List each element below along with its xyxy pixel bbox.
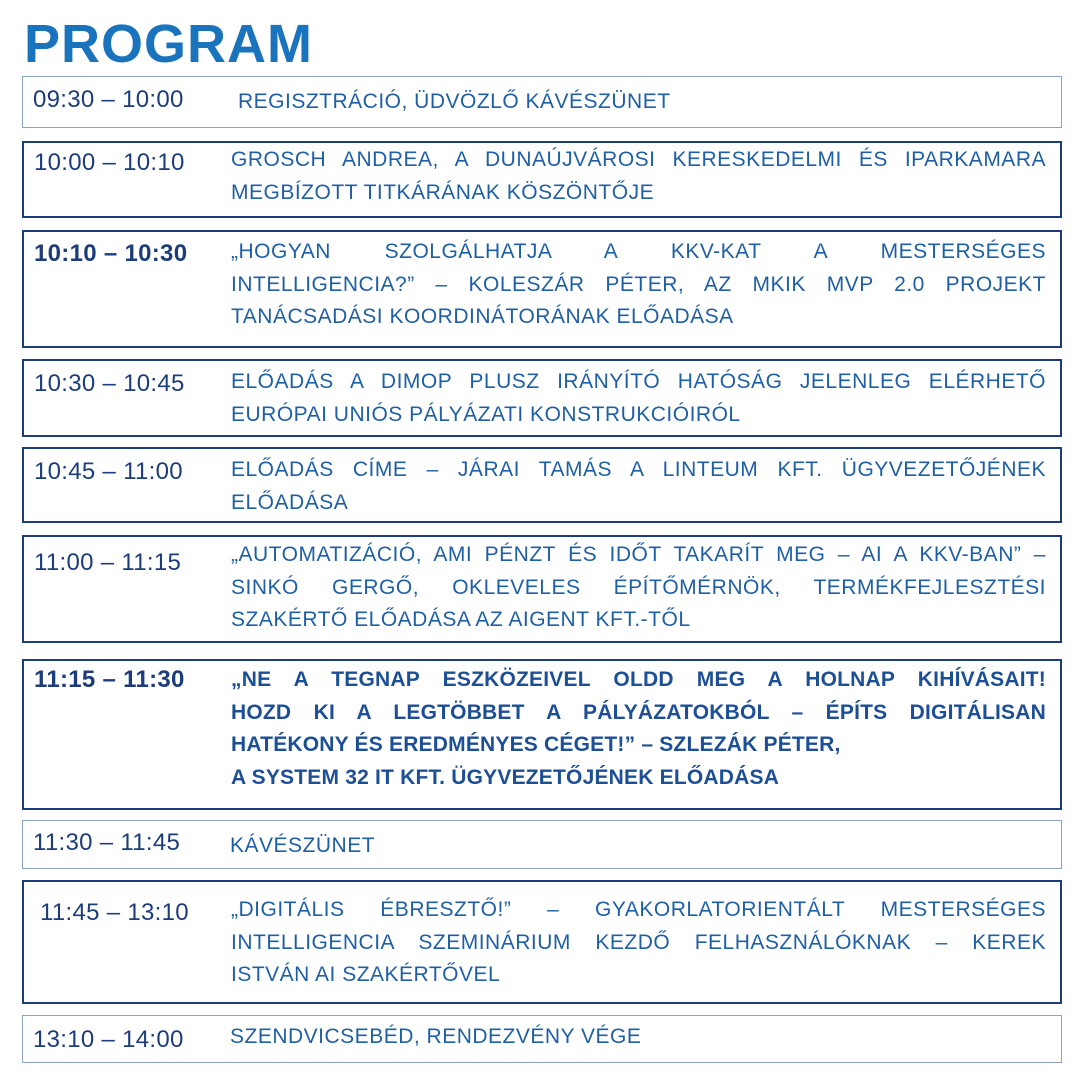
schedule-row	[22, 820, 1062, 869]
schedule-row	[22, 535, 1062, 643]
session-description: REGISZTRÁCIÓ, ÜDVÖZLŐ KÁVÉSZÜNET	[238, 90, 671, 113]
schedule-row	[22, 230, 1062, 348]
schedule-row	[22, 141, 1062, 218]
session-description: ELŐADÁS CÍME – JÁRAI TAMÁS A LINTEUM KFT. ÜGYVEZETŐJÉNEK ELŐADÁSA	[231, 458, 1046, 514]
schedule-row-highlighted	[22, 659, 1062, 810]
time-slot: 09:30 – 10:00	[33, 86, 184, 113]
time-slot: 10:00 – 10:10	[34, 149, 185, 176]
session-description: SZENDVICSEBÉD, RENDEZVÉNY VÉGE	[230, 1025, 642, 1048]
session-description: „AUTOMATIZÁCIÓ, AMI PÉNZT ÉS IDŐT TAKARÍT MEG – AI A KKV-BAN” – SINKÓ GERGŐ, OKLEVELES ÉPÍTŐMÉRNÖK, TERMÉKFEJLESZTÉSI SZAKÉRTŐ ELŐADÁSA AZ AIGENT KFT.-TŐL	[231, 543, 1046, 631]
time-slot: 13:10 – 14:00	[33, 1026, 184, 1053]
session-description: „NE A TEGNAP ESZKÖZEIVEL OLDD MEG A HOLNAP KIHÍVÁSAIT! HOZD KI A LEGTÖBBET A PÁLYÁZATOKBÓL – ÉPÍTS DIGITÁLISAN HATÉKONY ÉS EREDMÉNYES CÉGET!” – SZLEZÁK PÉTER, A SYSTEM 32 IT KFT. ÜGYVEZETŐJÉNEK ELŐADÁSA	[231, 668, 1046, 789]
time-slot: 10:45 – 11:00	[34, 458, 183, 485]
time-slot: 11:15 – 11:30	[34, 666, 185, 693]
page-title: PROGRAM	[24, 14, 313, 74]
time-slot: 10:30 – 10:45	[34, 370, 185, 397]
schedule-row	[22, 76, 1062, 128]
schedule-row	[22, 359, 1062, 437]
time-slot: 11:00 – 11:15	[34, 549, 182, 576]
schedule-row	[22, 1015, 1062, 1063]
schedule-row	[22, 447, 1062, 523]
time-slot: 11:30 – 11:45	[33, 829, 181, 856]
time-slot: 10:10 – 10:30	[34, 240, 188, 267]
session-description: GROSCH ANDREA, A DUNAÚJVÁROSI KERESKEDELMI ÉS IPARKAMARA MEGBÍZOTT TITKÁRÁNAK KÖSZÖNTŐJE	[231, 148, 1046, 204]
session-description: „DIGITÁLIS ÉBRESZTŐ!” – GYAKORLATORIENTÁLT MESTERSÉGES INTELLIGENCIA SZEMINÁRIUM KEZDŐ FELHASZNÁLÓKNAK – KEREK ISTVÁN AI SZAKÉRTŐVEL	[231, 898, 1046, 986]
session-description: KÁVÉSZÜNET	[230, 834, 376, 857]
session-description: „HOGYAN SZOLGÁLHATJA A KKV-KAT A MESTERSÉGES INTELLIGENCIA?” – KOLESZÁR PÉTER, AZ MKIK MVP 2.0 PROJEKT TANÁCSADÁSI KOORDINÁTORÁNAK ELŐADÁSA	[231, 240, 1046, 328]
schedule-row	[22, 880, 1062, 1004]
session-description: ELŐADÁS A DIMOP PLUSZ IRÁNYÍTÓ HATÓSÁG JELENLEG ELÉRHETŐ EURÓPAI UNIÓS PÁLYÁZATI KONSTRUKCIÓIRÓL	[231, 370, 1046, 426]
time-slot: 11:45 – 13:10	[40, 899, 189, 926]
